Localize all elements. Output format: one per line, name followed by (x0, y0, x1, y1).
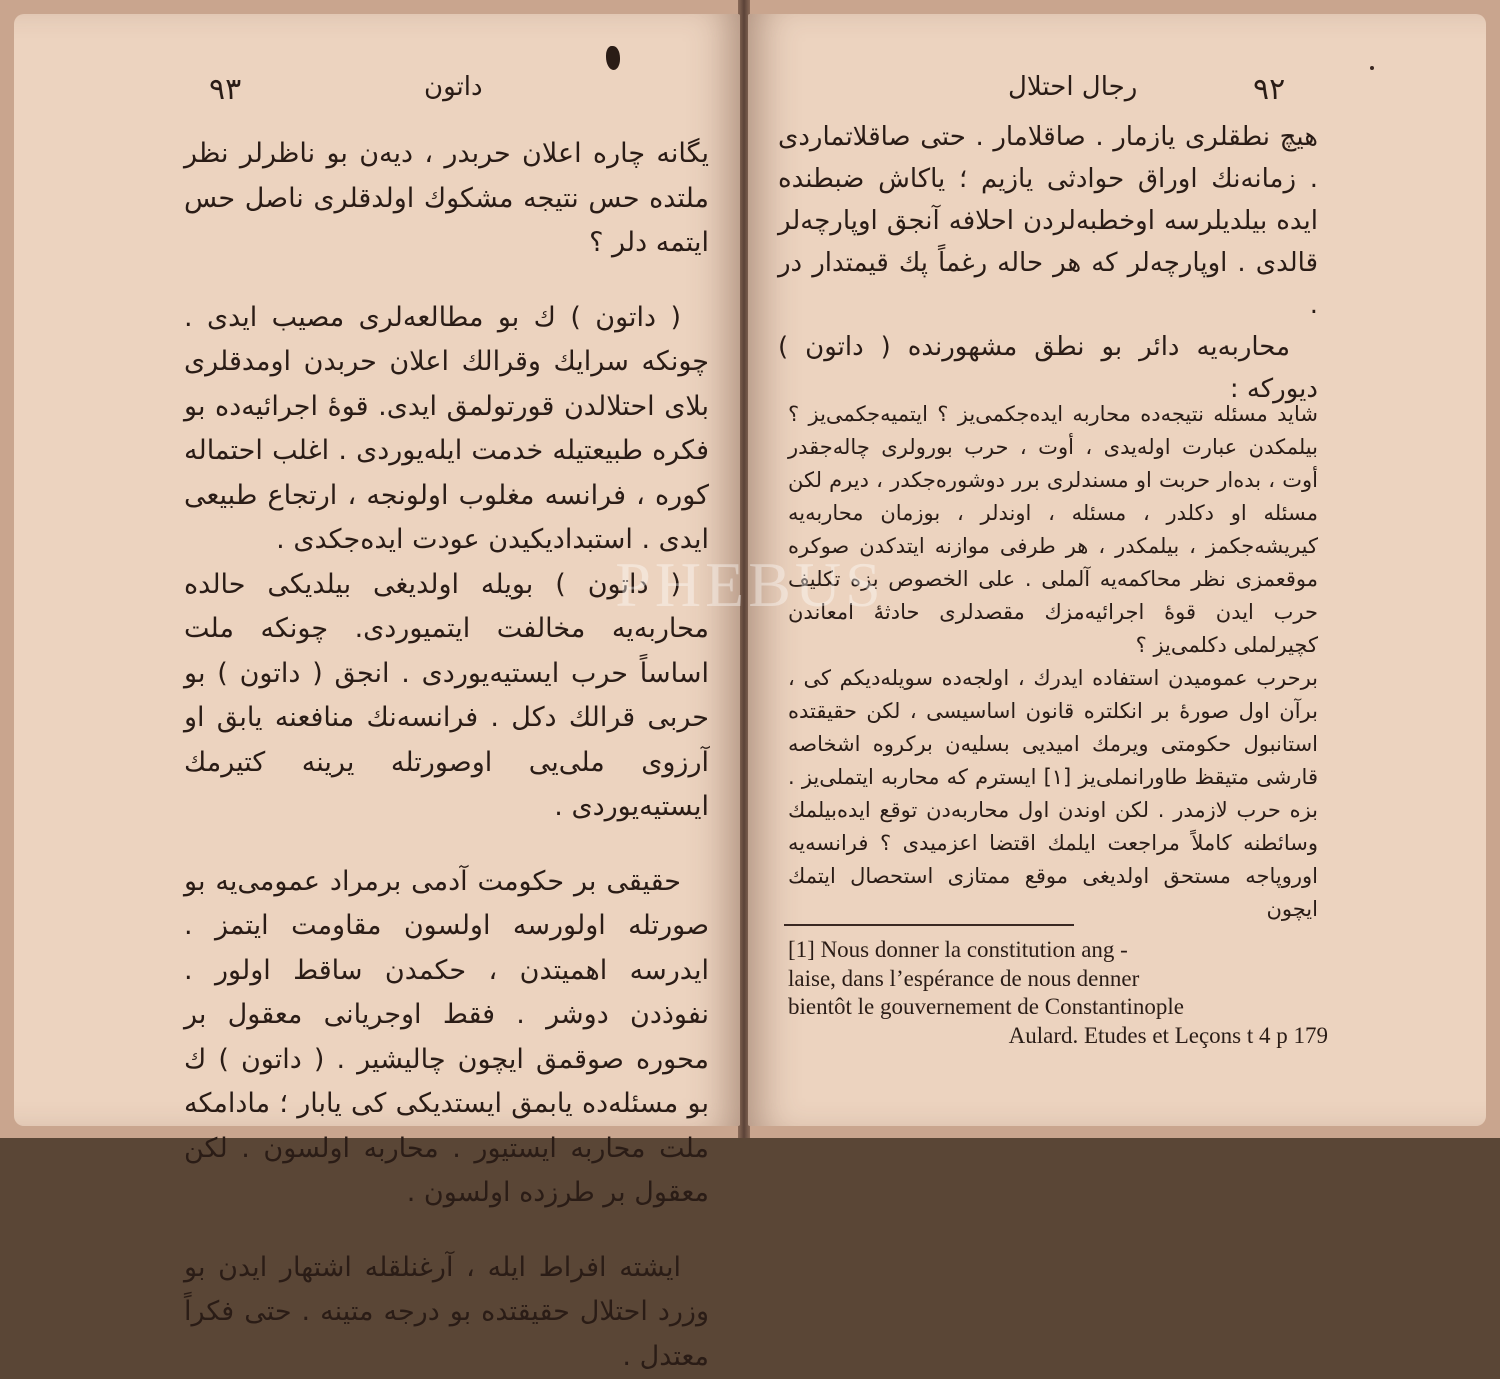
left-paragraph: ( داتون ) ك بو مطالعه‌لری مصيب ايدی . چونكه سرايك وقرالك اعلان حربدن اومدقلری بلای احتلالدن قورتولمق ايدی. قوهٔ اجرائيه‌ده بو فكره طبيعتيله خدمت ايله‌يوردی . اغلب احتماله كوره ، فرانسه مغلوب اولونجه ، ارتجاع طبيعی ايدی . استبداديكيدن عودت ايده‌جكدی . (184, 296, 709, 563)
left-page (14, 14, 740, 1126)
left-page-number: ۹۳ (209, 72, 241, 107)
quoted-speech (788, 398, 1318, 926)
watermark: PHEBUS (560, 548, 940, 618)
footnote-line: Aulard. Etudes et Leçons t 4 p 179 (788, 1022, 1328, 1051)
footnote (788, 936, 1328, 1050)
left-page-header (14, 72, 740, 122)
right-paragraph: هيچ نطقلری يازمار . صاقلامار . حتی صاقلاتماردی . زمانه‌نك اوراق حوادثی يازيم ؛ ياكاش ضبطنده ايده بيلديلرسه اوخطبه‌لردن احلافه آنجق اوپارچه‌لر قالدی . اوپارچه‌لر كه هر حاله رغماً پك قيمتدار در . (778, 116, 1318, 326)
left-paragraph: يگانه چاره اعلان حربدر ، ديه‌ن بو ناظرلر نظر ملتده حس نتيجه مشكوك اولدقلری نا‌صل حس ايتمه‌ دلر ؟ (184, 132, 709, 266)
right-running-title: رجال احتلال (1008, 72, 1137, 102)
quote-paragraph: شايد مسئله نتيجه‌ده محاربه ايده‌جكمی‌يز ؟ ايتميه‌جكمی‌يز ؟ بيلمكدن عبارت اوله‌يدی ، أوت ، حرب بورولری چاله‌جقدر أوت ، بده‌ار حربت او مسندلری برر دوشوره‌جكدر ، ديرم لكن مسئله او دكلدر ، مسئله ، اوندلر ، بوزمان محاربه‌يه كيريشه‌جكمز ، بيلمكدر ، هر طرفی موازنه ايتدكدن صوكره موقعمزی نظر محاكمه‌يه آلملی . علی الخصوص بزه تكليف حرب ايدن قوهٔ اجرائيه‌مزك مقصدلری حادثهٔ امعاندن كچيرلملی دكلمی‌يز ؟ (788, 398, 1318, 662)
quote-paragraph: برحرب عموميدن استفاده ايدرك ، اولجه‌ده سويله‌ديكم كی ، برآن اول صورهٔ بر انكلتره قانون اساسيسی ، لكن حقيقتده استانبول حكومتی ويرمك اميديی بسليه‌ن بركروه اشخاصه قارشی متيقظ طاورانملی‌يز [١] ايسترم كه محاربه ايتملی‌يز . بزه حرب لازمدر . لكن اوندن اول محاربه‌دن توقع ايده‌بيلمك وسائطنه كاملاً مراجعت ايلمك اقتضا اعزميدی ؟ فرانسه‌يه اوروپاجه مستحق اولدیغی موقع ممتازی استحصال ايتمك ايچون (788, 662, 1318, 926)
ink-speck (1370, 66, 1374, 70)
left-running-title: داتون (424, 72, 483, 102)
footnote-line: laise, dans l’espérance de nous denner (788, 965, 1328, 994)
ink-blot (606, 46, 620, 70)
footnote-line: [1] Nous donner la constitution ang - (788, 936, 1328, 965)
left-page-text (184, 132, 709, 1379)
left-paragraph: ( داتون ) بويله اولدیغی بيلديكی حالده محاربه‌يه مخالفت ايتميوردی. چونكه ملت اساساً حرب ايستيه‌يوردی . انجق ( داتون ) بو حربی قرالك دكل . فرانسه‌نك منافعنه يابق او آرزوی ملی‌یی اوصورتله يرينه كتيرمك ايستيه‌يوردی . (184, 563, 709, 830)
right-page-header (748, 72, 1486, 122)
footnote-rule (784, 924, 1074, 926)
left-paragraph: ايشته افراط ايله ، آرغنلقله اشتهار ايدن بو وزرد احتلال حقيقتده بو درجه متينه . حتی فكراً معتدل . (184, 1246, 709, 1379)
left-paragraph: حقيقی بر حكومت آدمی برمراد عمومی‌يه بو صورتله اولورسه اولسون مقاومت ايتمز . ايدرسه اهميتدن ، حكمدن ساقط اولور . نفوذدن دوشر . فقط اوجريانی معقول بر محوره صوقمق ايچون چاليشير . ( داتون ) ك بو مسئله‌ده يابمق ايستديكی كی يابار ؛ مادامكه ملت محاربه ايستيور . محاربه اولسون . لكن معقول بر طرزده اولسون . (184, 860, 709, 1216)
footnote-line: bientôt le gouvernement de Constantinople (788, 993, 1328, 1022)
right-page-number: ۹۲ (1253, 72, 1285, 107)
right-page-text (778, 116, 1318, 410)
right-paragraph: محاربه‌يه دائر بو نطق مشهورنده ( داتون ) ديوركه : (778, 326, 1318, 410)
right-page (748, 14, 1486, 1126)
